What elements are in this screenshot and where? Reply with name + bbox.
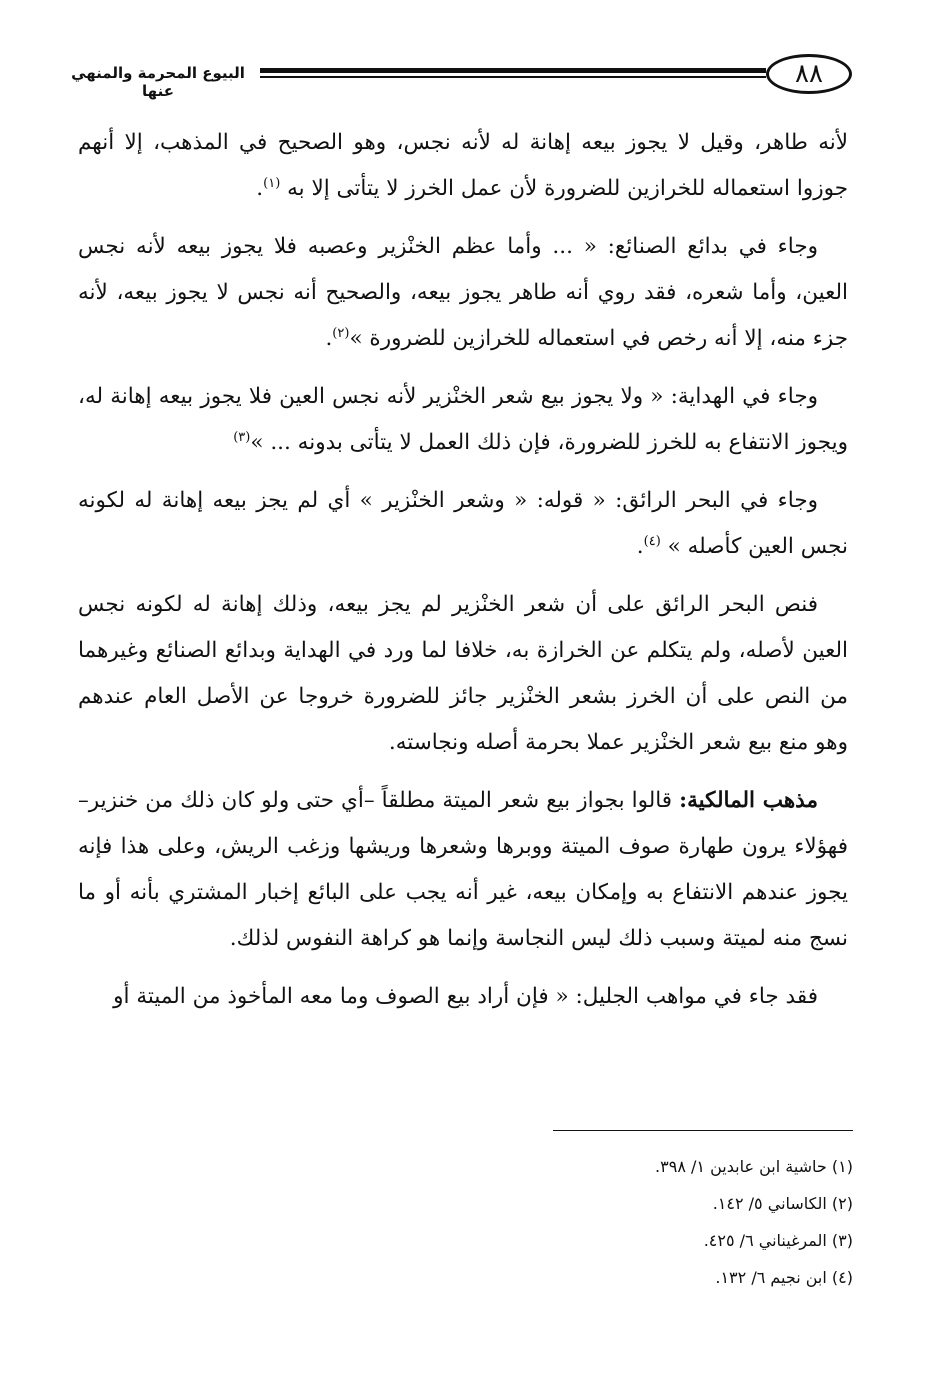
maliki-label: مذهب المالكية: bbox=[679, 788, 818, 813]
body-text bbox=[78, 120, 848, 1032]
footnote-ref: (٣) bbox=[233, 429, 251, 445]
footnote-4: (٤) ابن نجيم ٦/ ١٣٢. bbox=[715, 1268, 853, 1287]
footnote-ref: (١) bbox=[263, 175, 281, 191]
paragraph-end: . bbox=[256, 176, 264, 201]
footnote-1: (١) حاشية ابن عابدين ١/ ٣٩٨. bbox=[655, 1157, 853, 1176]
paragraph-text: وجاء في البحر الرائق: « قوله: « وشعر الخنْزير » أي لم يجز بيعه إهانة له لكونه نجس العين كأصله » bbox=[78, 488, 848, 559]
maliki-text: قالوا بجواز بيع شعر الميتة مطلقاً –أي حتى ولو كان ذلك من خنزير– فهؤلاء يرون طهارة صوف الميتة ووبرها وشعرها وريشها وزغب الريش، وعلى هذا فإنه يجوز عندهم الانتفاع به وإمكان بيعه، غير أنه يجب على البائع إخبار المشتري بأنه أو ما نسج منه لميتة وسبب ذلك ليس النجاسة وإنما هو كراهة النفوس لذلك. bbox=[78, 788, 848, 951]
page-header bbox=[60, 50, 852, 104]
paragraph-end: . bbox=[636, 534, 644, 559]
paragraph-text: وجاء في بدائع الصنائع: « ... وأما عظم الخنْزير وعصبه فلا يجوز بيعه لأنه نجس العين، وأما شعره، فقد روي أنه طاهر يجوز بيعه، والصحيح أنه نجس لا يجوز بيعه، لأنه جزء منه، إلا أنه رخص في استعماله للخرازين للضرورة » bbox=[78, 234, 848, 351]
paragraph-3 bbox=[78, 374, 848, 466]
paragraph-text: فنص البحر الرائق على أن شعر الخنْزير لم يجز بيعه، وذلك إهانة له لكونه نجس العين لأصله، ولم يتكلم عن الخرازة به، خلافا لما ورد في الهداية وبدائع الصنائع وغيرهما من النص على أن الخرز بشعر الخنْزير جائز للضرورة خروجا عن الأصل العام عندهم وهو منع بيع شعر الخنْزير عملا بحرمة أصله ونجاسته. bbox=[78, 592, 848, 755]
footnote-separator bbox=[553, 1130, 853, 1131]
paragraph-2 bbox=[78, 224, 848, 362]
footnotes bbox=[153, 1148, 853, 1296]
paragraph-text: وجاء في الهداية: « ولا يجوز بيع شعر الخنْزير لأنه نجس العين فلا يجوز بيعه إهانة له، ويجوز الانتفاع به للخرز للضرورة، فإن ذلك العمل لا يتأتى بدونه ... » bbox=[78, 384, 848, 455]
paragraph-end: . bbox=[325, 326, 333, 351]
footnote-ref: (٤) bbox=[643, 533, 661, 549]
paragraph-maliki bbox=[78, 778, 848, 962]
header-rule-thin bbox=[260, 76, 766, 78]
paragraph-5 bbox=[78, 582, 848, 766]
paragraph-4 bbox=[78, 478, 848, 570]
paragraph-text: فقد جاء في مواهب الجليل: « فإن أراد بيع الصوف وما معه المأخوذ من الميتة أو bbox=[113, 984, 818, 1009]
paragraph-1 bbox=[78, 120, 848, 212]
header-rule-thick bbox=[260, 68, 766, 73]
footnote-3: (٣) المرغيناني ٦/ ٤٢٥. bbox=[703, 1231, 853, 1250]
running-title: البيوع المحرمة والمنهي عنها bbox=[71, 64, 245, 100]
paragraph-last bbox=[78, 974, 848, 1020]
footnote-ref: (٢) bbox=[332, 325, 350, 341]
header-rule bbox=[260, 68, 766, 82]
footnote-2: (٢) الكاساني ٥/ ١٤٢. bbox=[712, 1194, 853, 1213]
paragraph-text: لأنه طاهر، وقيل لا يجوز بيعه إهانة له لأنه نجس، وهو الصحيح في المذهب، إلا أنهم جوزوا استعماله للخرازين للضرورة لأن عمل الخرز لا يتأتى إلا به bbox=[78, 130, 848, 201]
page-number: ٨٨ bbox=[766, 54, 852, 94]
